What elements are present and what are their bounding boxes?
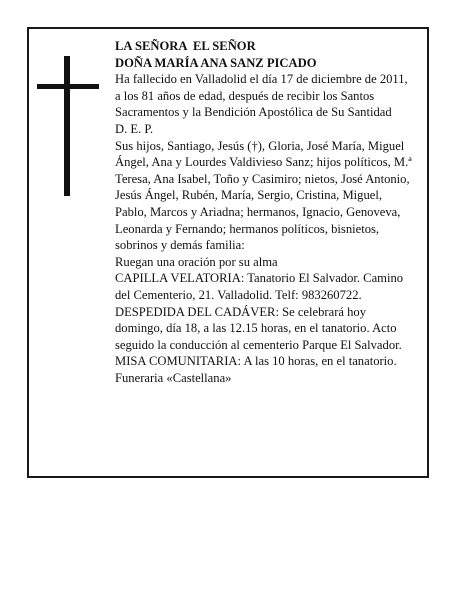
cross-icon (37, 56, 99, 196)
deceased-name: DOÑA MARÍA ANA SANZ PICADO (115, 55, 317, 70)
mass-info: MISA COMUNITARIA: A las 10 horas, en el tanatorio. (115, 354, 397, 369)
funeral-home: Funeraria «Castellana» (115, 370, 232, 385)
header-title-line: LA SEÑORA EL SEÑOR (115, 39, 256, 53)
obituary-text (115, 38, 415, 386)
family-paragraph: Sus hijos, Santiago, Jesús (†), Gloria, José María, Miguel Ángel, Ana y Lourdes Valdivieso Sanz; hijos políticos, M.ª Teresa, Ana Isabel, Toño y Casimiro; nietos, José Antonio, Jesús Ángel, Rubén, María, Sergio, Cristina, Miguel, Pablo, Marcos y Ariadna; hermanos, Ignacio, Genoveva, Leonarda y Fernando; hermanos políticos, bisnietos, sobrinos y demás familia: (115, 138, 412, 253)
cross-vertical-bar (64, 56, 70, 196)
chapel-info: CAPILLA VELATORIA: Tanatorio El Salvador. Camino del Cementerio, 21. Valladolid. Telf: 983260722. (115, 271, 404, 302)
farewell-info: DESPEDIDA DEL CADÁVER: Se celebrará hoy domingo, día 18, a las 12.15 horas, en el tanatorio. Acto seguido la conducción al cementerio Parque El Salvador. (115, 304, 402, 352)
dep-line: D. E. P. (115, 121, 154, 136)
prayer-line: Ruegan una oración por su alma (115, 254, 278, 269)
death-notice-paragraph: Ha fallecido en Valladolid el día 17 de diciembre de 2011, a los 81 años de edad, después de recibir los Santos Sacramentos y la Bendición Apostólica de Su Santidad (115, 72, 408, 120)
cross-horizontal-bar (37, 84, 99, 89)
